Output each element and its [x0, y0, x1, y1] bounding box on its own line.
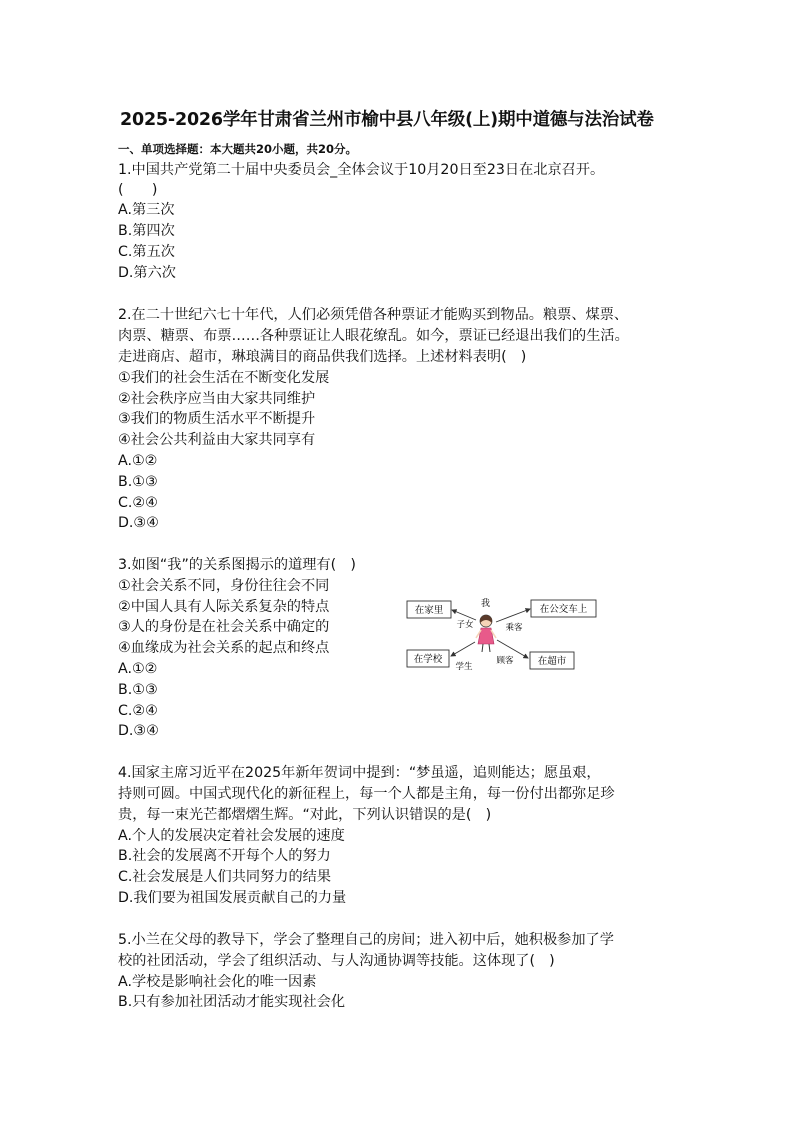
q3-stem: 3.如图“我”的关系图揭示的道理有( ) [118, 557, 356, 573]
diagram-box-school [407, 650, 449, 667]
q1-option-b: B.第四次 [118, 223, 175, 239]
q3-option-d: D.③④ [118, 723, 159, 739]
q3-option-a: A.①② [118, 661, 158, 677]
q3-statement-2: ②中国人具有人际关系复杂的特点 [118, 599, 330, 615]
q2-statement-2: ②社会秩序应当由大家共同维护 [118, 391, 316, 407]
section-heading: 一、单项选择题：本大题共20小题，共20分。 [118, 142, 358, 156]
diagram-box-supermarket [530, 652, 574, 669]
q1-option-c: C.第五次 [118, 244, 175, 260]
q1-stem-line-1: 1.中国共产党第二十届中央委员会_全体会议于10月20日至23日在北京召开。 [118, 162, 605, 178]
diagram-role-customer: 顾客 [496, 656, 514, 666]
q4-stem-line-1: 4.国家主席习近平在2025年新年贺词中提到：“梦虽遥，追则能达；愿虽艰， [118, 765, 601, 781]
diagram-box-bus-label: 在公交车上 [539, 604, 588, 615]
q5-option-b: B.只有参加社团活动才能实现社会化 [118, 994, 346, 1010]
diagram-box-school-label: 在学校 [413, 654, 443, 665]
girl-figure-icon [476, 615, 496, 652]
q2-stem-line-2: 肉票、糖票、布票……各种票证让人眼花缭乱。如今，票证已经退出我们的生活。 [118, 328, 629, 344]
q1-option-d: D.第六次 [118, 265, 176, 281]
q4-option-b: B.社会的发展离不开每个人的努力 [118, 848, 331, 864]
q2-option-b: B.①③ [118, 474, 158, 490]
q3-statement-4: ④血缘成为社会关系的起点和终点 [118, 640, 330, 656]
q4-stem-line-2: 持则可圆。中国式现代化的新征程上，每一个人都是主角，每一份付出都弥足珍 [118, 786, 615, 802]
diagram-role-passenger: 乘客 [505, 623, 523, 633]
q2-option-a: A.①② [118, 453, 158, 469]
diagram-box-home [407, 601, 451, 618]
q1-option-a: A.第三次 [118, 202, 175, 218]
q5-stem-line-2: 校的社团活动，学会了组织活动、与人沟通协调等技能。这体现了( ) [118, 953, 555, 969]
q3-statement-1: ①社会关系不同，身份往往会不同 [118, 578, 330, 594]
relationship-diagram [402, 594, 602, 674]
q4-option-d: D.我们要为祖国发展贡献自己的力量 [118, 890, 347, 906]
diagram-box-supermarket-label: 在超市 [537, 656, 567, 667]
diagram-box-bus [531, 600, 596, 617]
q5-option-a: A.学校是影响社会化的唯一因素 [118, 974, 317, 990]
q2-option-d: D.③④ [118, 515, 159, 531]
diagram-role-child: 子女 [456, 620, 474, 630]
diagram-role-student: 学生 [455, 662, 473, 672]
q3-statement-3: ③人的身份是在社会关系中确定的 [118, 619, 330, 635]
q3-option-c: C.②④ [118, 703, 158, 719]
q2-stem-line-1: 2.在二十世纪六七十年代，人们必须凭借各种票证才能购买到物品。粮票、煤票、 [118, 307, 629, 323]
q4-option-c: C.社会发展是人们共同努力的结果 [118, 869, 332, 885]
q3-option-b: B.①③ [118, 682, 158, 698]
q2-stem-line-3: 走进商店、超市，琳琅满目的商品供我们选择。上述材料表明( ) [118, 349, 527, 365]
q2-statement-3: ③我们的物质生活水平不断提升 [118, 411, 316, 427]
q2-option-c: C.②④ [118, 495, 158, 511]
q4-option-a: A.个人的发展决定着社会发展的速度 [118, 828, 345, 844]
q2-statement-1: ①我们的社会生活在不断变化发展 [118, 370, 330, 386]
q4-stem-line-3: 贵，每一束光芒都熠熠生辉。“对此，下列认识错误的是( ) [118, 807, 492, 823]
q2-statement-4: ④社会公共利益由大家共同享有 [118, 432, 316, 448]
q1-stem-line-2: ( ) [118, 182, 158, 198]
page-title: 2025-2026学年甘肃省兰州市榆中县八年级(上)期中道德与法治试卷 [120, 110, 654, 130]
diagram-box-home-label: 在家里 [414, 605, 444, 616]
q5-stem-line-1: 5.小兰在父母的教导下，学会了整理自己的房间；进入初中后，她积极参加了学 [118, 932, 614, 948]
diagram-center-label: 我 [481, 599, 491, 609]
